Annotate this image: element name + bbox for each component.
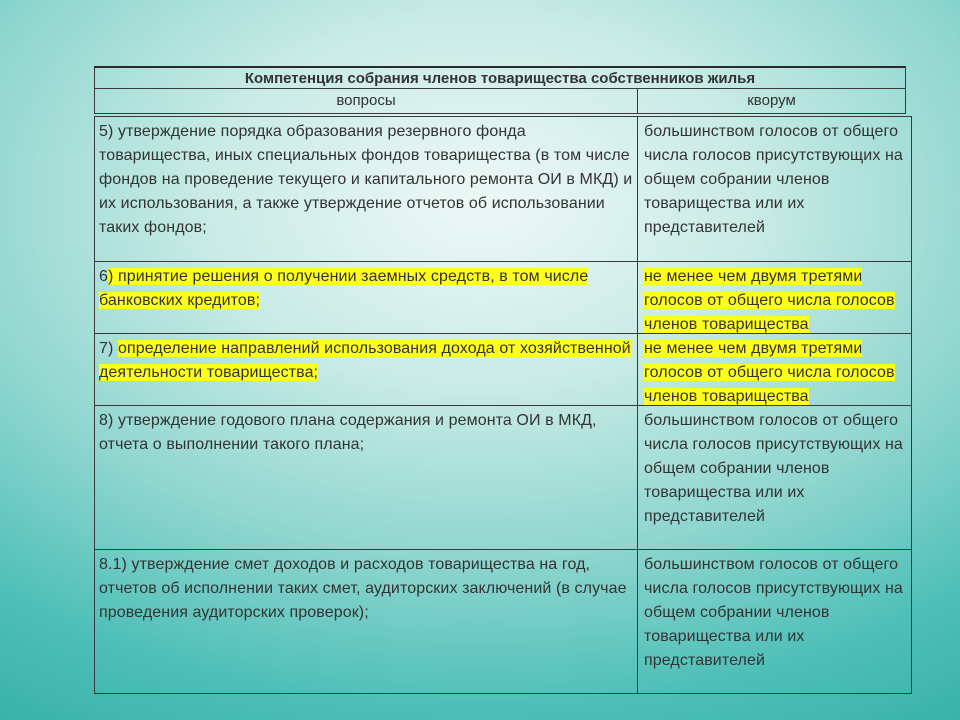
table-row xyxy=(95,261,911,333)
question-cell xyxy=(95,262,638,333)
quorum-text: большинством голосов от общего числа голосов присутствующих на общем собрании членов товарищества или их представителей xyxy=(644,123,903,236)
question-text: утверждение порядка образования резервного фонда товарищества, иных специальных фондов товарищества (в том числе фондов на проведение текущего и капитального ремонта ОИ в МКД) и их использования, а также утверждение отчетов об использовании таких фондов; xyxy=(99,123,633,236)
column-header-row xyxy=(94,88,906,114)
question-cell xyxy=(95,117,638,261)
question-cell xyxy=(95,334,638,405)
quorum-cell xyxy=(638,406,911,549)
item-number: 8.1) xyxy=(99,556,127,573)
question-text: утверждение смет доходов и расходов товарищества на год, отчетов об исполнении таких смет, аудиторских заключений (в случае проведения аудиторских проверок); xyxy=(99,556,627,621)
question-text: утверждение годового плана содержания и ремонта ОИ в МКД, отчета о выполнении такого плана; xyxy=(99,412,597,453)
item-number: 5) xyxy=(99,123,114,140)
table-row xyxy=(95,333,911,405)
item-number: 7) xyxy=(99,340,114,357)
quorum-text: не менее чем двумя третями голосов от общего числа голосов членов товарищества xyxy=(644,340,895,405)
item-number: 8) xyxy=(99,412,114,429)
item-number: 6 xyxy=(99,268,108,285)
column-header-quorum: кворум xyxy=(747,92,796,109)
table-row xyxy=(95,405,911,549)
quorum-cell xyxy=(638,117,911,261)
question-cell xyxy=(95,406,638,549)
quorum-text: не менее чем двумя третями голосов от общего числа голосов членов товарищества xyxy=(644,268,895,333)
question-text: определение направлений использования дохода от хозяйственной деятельности товарищества; xyxy=(99,340,631,381)
table-row xyxy=(95,549,911,693)
quorum-cell xyxy=(638,262,911,333)
quorum-text: большинством голосов от общего числа голосов присутствующих на общем собрании членов товарищества или их представителей xyxy=(644,556,903,669)
competence-table xyxy=(94,116,912,694)
quorum-cell xyxy=(638,334,911,405)
question-cell xyxy=(95,550,638,693)
column-header-questions: вопросы xyxy=(95,89,638,113)
quorum-text: большинством голосов от общего числа голосов присутствующих на общем собрании членов товарищества или их представителей xyxy=(644,412,903,525)
table-row xyxy=(95,117,911,261)
quorum-cell xyxy=(638,550,911,693)
question-text: ) принятие решения о получении заемных средств, в том числе банковских кредитов; xyxy=(99,268,589,309)
table-title: Компетенция собрания членов товарищества собственников жилья xyxy=(94,66,906,89)
